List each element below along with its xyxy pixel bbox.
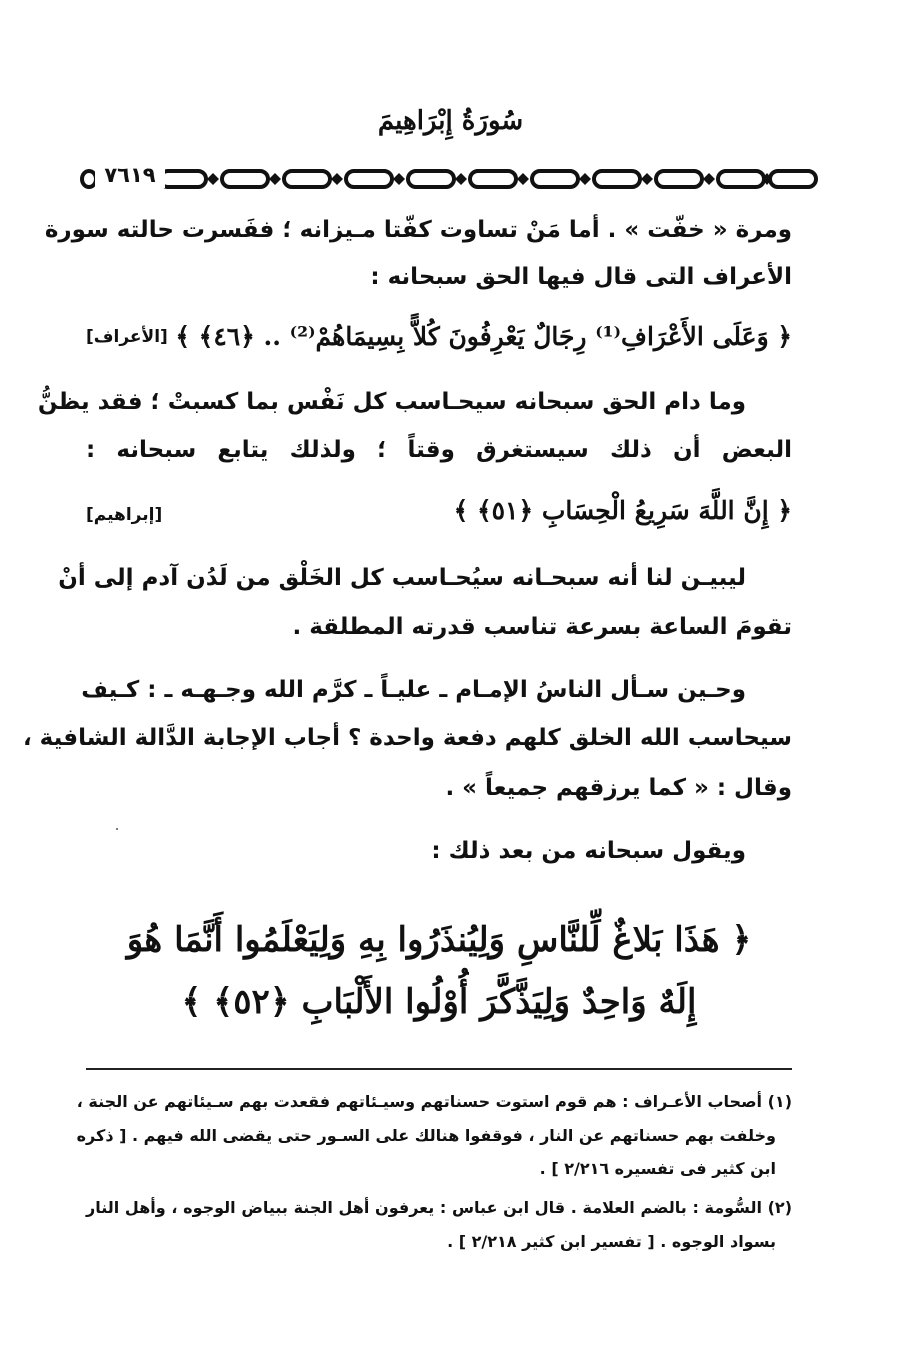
body-line-9: وقال : « كما يرزقهم جميعاً » .	[445, 775, 792, 801]
footnote-line-5: بسواد الوجوه . [ تفسير ابن كثير ٢/٢١٨ ] .	[447, 1232, 776, 1251]
ink-speck	[116, 828, 118, 830]
verse-ref-araf: [الأعراف]	[86, 327, 168, 347]
ornament-border-icon	[80, 164, 820, 194]
body-line-8: سيحاسب الله الخلق كلهم دفعة واحدة ؟ أجاب الإجابة الدَّالة الشافية ،	[22, 725, 792, 751]
body-line-5: ليبيـن لنا أنه سبحـانه سيُحـاسب كل الخَلْق من لَدُن آدم إلى أنْ	[58, 565, 746, 591]
footnote-separator	[86, 1068, 792, 1070]
body-line-6: تقومَ الساعة بسرعة تناسب قدرته المطلقة .	[292, 614, 792, 640]
body-line-10: ويقول سبحانه من بعد ذلك :	[431, 838, 746, 864]
body-line-4: البعض أن ذلك سيستغرق وقتاً ؛ ولذلك يتابع سبحانه :	[86, 437, 792, 463]
verse-ibrahim-51: ﴿ إِنَّ اللَّهَ سَرِيعُ الْحِسَابِ ﴿٥١﴾ ﴾	[453, 496, 792, 525]
surah-title: سُورَةُ إِبْرَاهِيمَ	[377, 106, 524, 136]
footnote-line-1: (١) أصحاب الأعـراف : هم قوم استوت حسناتهم وسيـئاتهم فقعدت بهم سـيئاتهم عن الجنة ،	[76, 1092, 792, 1111]
body-line-3: وما دام الحق سبحانه سيحـاسب كل نَفْس بما كسبتْ ؛ فقد يظنُّ	[37, 389, 746, 415]
body-line-2: الأعراف التى قال فيها الحق سبحانه :	[370, 264, 792, 290]
footnote-line-4: (٢) السُّومة : بالضم العلامة . قال ابن عباس : يعرفون أهل الجنة ببياض الوجوه ، وأهل النار	[86, 1198, 792, 1217]
verse-ref-ibrahim: [إبراهيم]	[86, 505, 163, 525]
page-number: ٧٦١٩	[95, 162, 165, 188]
verse-ibrahim-52-line-2: إِلَهٌ وَاحِدٌ وَلِيَذَّكَّرَ أُوْلُوا الأَلْبَابِ ﴿٥٢﴾ ﴾	[181, 982, 697, 1022]
verse-ibrahim-52-line-1: ﴿ هَذَا بَلاغٌ لِّلنَّاسِ وَلِيُنذَرُوا بِهِ وَلِيَعْلَمُوا أَنَّمَا هُوَ	[126, 920, 752, 960]
footnote-line-3: ابن كثير فى تفسيره ٢/٢١٦ ] .	[539, 1159, 776, 1178]
verse-araf-46: ﴿ وَعَلَى الأَعْرَافِ⁽¹⁾ رِجَالٌ يَعْرِفُونَ كُلاًّ بِسِيمَاهُمْ⁽²⁾ .. ﴿٤٦﴾ ﴾	[175, 322, 792, 351]
footnote-line-2: وخلفت بهم حسناتهم عن النار ، فوقفوا هنالك على السـور حتى يقضى الله فيهم . [ ذكره	[76, 1126, 776, 1145]
body-line-1: ومرة « خفّت » . أما مَنْ تساوت كفّتا مـيزانه ؛ ففَسرت حالته سورة	[44, 217, 792, 243]
body-line-7: وحـين سـأل الناسُ الإمـام ـ عليـاً ـ كرَّم الله وجـهـه ـ : كـيف	[81, 677, 746, 703]
